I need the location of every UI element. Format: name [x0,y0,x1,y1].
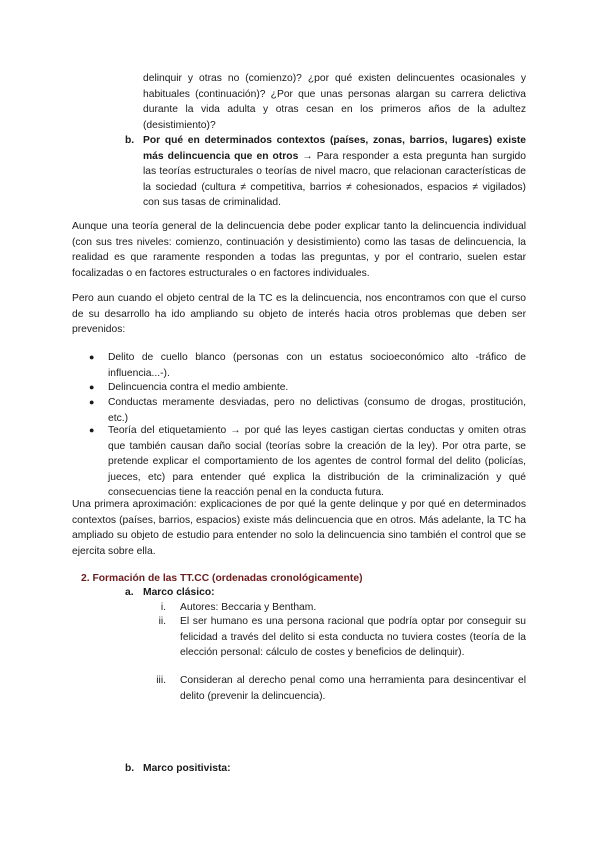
bullet-item: Teoría del etiquetamiento → por qué las leyes castigan ciertas conductas y omiten otras que también causan daño social (teorías sobre la creación de la ley). Por otra parte, se pretende explicar el comportamiento de los agentes de control formal del delito (policías, jueces, etc) para entender qué explica la distribución de la criminalización y qué consecuencias tiene la reacción penal en la conducta futura. [108,425,526,499]
bullet-icon: ● [89,397,95,407]
item-b-bold: Por qué en determinados contextos (países, zonas, barrios, lugares) existe más delincuencia que en otros [143,135,526,162]
roman-marker: i. [160,602,166,613]
bullet-item: Conductas meramente desviadas, pero no delictivas (consumo de drogas, prostitución, etc.) [108,397,526,424]
subsection-a-item: El ser humano es una persona racional que podría optar por conseguir su felicidad a través del delito si esta conducta no tuviera costes (teoría de la elección personal: cálculo de costes y beneficios de delinquir). [180,616,526,659]
continuation-paragraph: delinquir y otras no (comienzo)? ¿por qué existen delincuentes ocasionales y habituales (continuación)? ¿Por que unas personas alargan su carrera delictiva durante la vida adulta y otras cesan en los primeros años de la adultez (desistimiento)? [143,73,526,131]
item-b-marker: b. [125,135,135,146]
bullet-item: Delito de cuello blanco (personas con un estatus socioeconómico alto -tráfico de influencia...-). [108,352,526,379]
item-b-paragraph [143,133,526,211]
subsection-b-marker: b. [125,763,135,774]
item-b-text: → Para responder a esta pregunta han surgido las teorías estructurales o teorías de nivel macro, que relacionan características de la sociedad (cultura ≠ competitiva, barrios ≠ cohesionados, espacios ≠ vigilados) con sus tasas de criminalidad. [143,150,526,209]
paragraph-1: Aunque una teoría general de la delincuencia debe poder explicar tanto la delincuencia individual (con sus tres niveles: comienzo, continuación y desistimiento) como las tasas de delincuencia, la realidad es que raramente responden a todas las preguntas, y por el contrario, suelen estar focalizadas o en factores estructurales o en factores individuales. [72,221,526,279]
roman-marker: iii. [156,675,166,686]
paragraph-2: Pero aun cuando el objeto central de la TC es la delincuencia, nos encontramos con que el curso de su desarrollo ha ido ampliando su objeto de interés hacia otros problemas que deben ser prevenidos: [72,293,526,336]
section-2-heading: 2. Formación de las TT.CC (ordenadas cronológicamente) [81,573,363,584]
subsection-a-item: Consideran al derecho penal como una herramienta para desincentivar el delito (prevenir la delincuencia). [180,675,526,702]
bullet-icon: ● [89,382,95,392]
roman-marker: ii. [158,616,166,627]
subsection-a-title: Marco clásico: [143,587,215,598]
bullet-item: Delincuencia contra el medio ambiente. [108,382,289,393]
bullet-icon: ● [89,425,95,435]
subsection-a-item: Autores: Beccaria y Bentham. [180,602,317,613]
paragraph-3: Una primera aproximación: explicaciones de por qué la gente delinque y por qué en determinados contextos (países, barrios, espacios) existe más delincuencia que en otros. Más adelante, la TC ha ampliado su objeto de estudio para entender no solo la delincuencia sino también el control que se ejercita sobre ella. [72,499,526,557]
subsection-b-title: Marco positivista: [143,763,231,774]
bullet-icon: ● [89,352,95,362]
subsection-a-marker: a. [125,587,134,598]
